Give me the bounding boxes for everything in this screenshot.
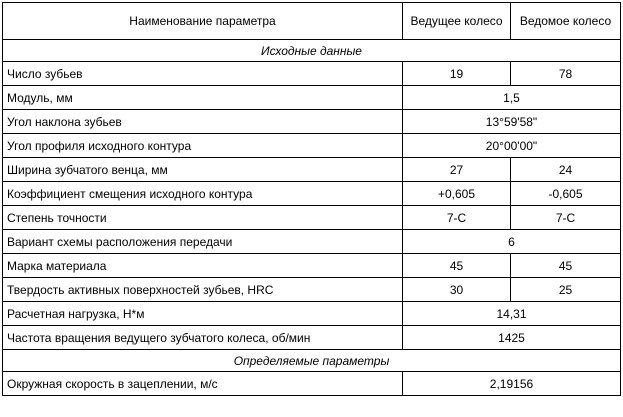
- header-driven-wheel: Ведомое колесо: [511, 3, 621, 40]
- table-row: [3, 62, 621, 86]
- table-row: [3, 326, 621, 350]
- driven-value: 7-С: [511, 206, 621, 230]
- table-row: [3, 86, 621, 110]
- parameter-name: Угол профиля исходного контура: [3, 134, 403, 158]
- parameter-name: Твердость активных поверхностей зубьев, HRC: [3, 278, 403, 302]
- parameter-name: Ширина зубчатого венца, мм: [3, 158, 403, 182]
- shared-value: 1425: [403, 326, 621, 350]
- table-row: [3, 158, 621, 182]
- table-row: [3, 182, 621, 206]
- drive-value: +0,605: [403, 182, 511, 206]
- table-row: [3, 110, 621, 134]
- drive-value: 27: [403, 158, 511, 182]
- parameter-name: Окружная скорость в зацеплении, м/с: [3, 372, 403, 396]
- shared-value: 2,19156: [403, 372, 621, 396]
- parameter-name: Марка материала: [3, 254, 403, 278]
- header-drive-wheel: Ведущее колесо: [403, 3, 511, 40]
- shared-value: 13°59'58": [403, 110, 621, 134]
- shared-value: 1,5: [403, 86, 621, 110]
- shared-value: 6: [403, 230, 621, 254]
- driven-value: -0,605: [511, 182, 621, 206]
- header-parameter: Наименование параметра: [3, 3, 403, 40]
- table-row: [3, 302, 621, 326]
- table-row: [3, 372, 621, 396]
- driven-value: 24: [511, 158, 621, 182]
- table-row: [3, 230, 621, 254]
- drive-value: 7-С: [403, 206, 511, 230]
- shared-value: 20°00'00": [403, 134, 621, 158]
- driven-value: 78: [511, 62, 621, 86]
- parameter-name: Вариант схемы расположения передачи: [3, 230, 403, 254]
- driven-value: 45: [511, 254, 621, 278]
- header-row: [3, 3, 621, 40]
- gear-parameters-table: [2, 2, 621, 396]
- section-header-row: [3, 350, 621, 372]
- shared-value: 14,31: [403, 302, 621, 326]
- table-row: [3, 206, 621, 230]
- section-title: Исходные данные: [3, 40, 621, 62]
- parameter-name: Коэффициент смещения исходного контура: [3, 182, 403, 206]
- table-row: [3, 278, 621, 302]
- table-row: [3, 134, 621, 158]
- parameter-name: Расчетная нагрузка, Н*м: [3, 302, 403, 326]
- section-header-row: [3, 40, 621, 62]
- parameter-name: Число зубьев: [3, 62, 403, 86]
- parameter-name: Угол наклона зубьев: [3, 110, 403, 134]
- drive-value: 30: [403, 278, 511, 302]
- parameter-name: Модуль, мм: [3, 86, 403, 110]
- driven-value: 25: [511, 278, 621, 302]
- table-row: [3, 254, 621, 278]
- section-title: Определяемые параметры: [3, 350, 621, 372]
- drive-value: 45: [403, 254, 511, 278]
- parameter-name: Степень точности: [3, 206, 403, 230]
- parameter-name: Частота вращения ведущего зубчатого колеса, об/мин: [3, 326, 403, 350]
- drive-value: 19: [403, 62, 511, 86]
